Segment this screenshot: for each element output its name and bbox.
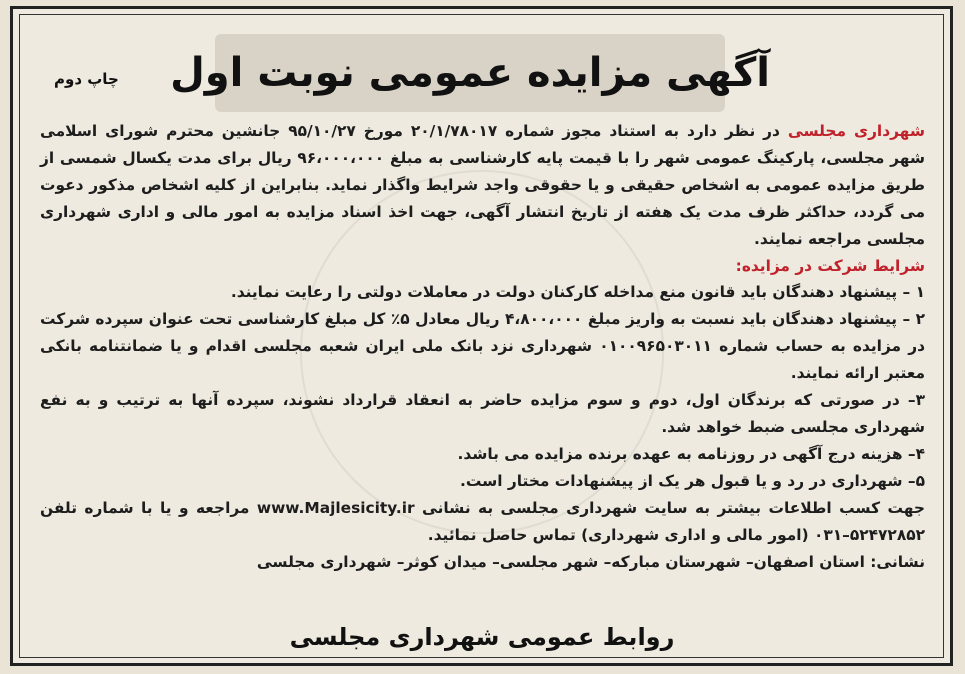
ad-title: آگهی مزایده عمومی نوبت اول	[170, 50, 770, 96]
condition-item: ۲ – پیشنهاد دهندگان باید نسبت به واریز مبلغ ۴،۸۰۰،۰۰۰ ریال معادل ۵٪ کل مبلغ کارشناسی تحت عنوان سپرده شرکت در مزایده به حساب شماره ۰۱۰۰۹۶۵۰۳۰۱۱ شهرداری نزد بانک ملی ایران شعبه مجلسی اقدام و یا ضمانتنامه بانکی معتبر ارائه نمایند.	[40, 310, 926, 383]
more-info-text: مراجعه و یا با شماره تلفن	[40, 498, 257, 517]
edition-label: چاپ دوم	[54, 70, 119, 88]
condition-item: ۵– شهرداری در رد و یا قبول هر یک از پیشنهادات مختار است.	[459, 471, 925, 490]
intro-paragraph	[40, 118, 925, 253]
title-banner	[170, 34, 770, 112]
condition-item: ۱ – پیشنهاد دهندگان باید قانون منع مداخله کارکنان دولت در معاملات دولتی را رعایت نمایند.	[230, 283, 925, 302]
ad-body	[40, 118, 925, 575]
address-line: نشانی: استان اصفهان– شهرستان مبارکه– شهر مجلسی– میدان کوثر– شهرداری مجلسی	[256, 552, 925, 571]
more-info-paragraph	[40, 495, 925, 549]
conditions-heading: شرایط شرکت در مزایده:	[735, 256, 925, 275]
phone-number: ۰۳۱–۵۲۴۷۲۸۵۲	[813, 525, 925, 544]
organization-name: شهرداری مجلسی	[787, 122, 925, 140]
condition-item: ۴– هزینه درج آگهی در روزنامه به عهده برنده مزایده می باشد.	[457, 444, 925, 463]
more-info-text: جهت کسب اطلاعات بیشتر به سایت شهرداری مجلسی به نشانی	[414, 498, 925, 517]
website-link[interactable]: www.Majlesicity.ir	[256, 498, 415, 517]
condition-item: ۳– در صورتی که برندگان اول، دوم و سوم مزایده حاضر به انعقاد قرارداد نشوند، سپرده آنها به ترتیب و به نفع شهرداری مجلسی ضبط خواهد شد.	[40, 391, 925, 436]
footer-signature: روابط عمومی شهرداری مجلسی	[289, 623, 675, 651]
more-info-text: (امور مالی و اداری شهرداری) تماس حاصل نمائید.	[427, 525, 814, 544]
intro-text: در نظر دارد به استناد مجوز شماره ۲۰/۱/۷۸۰۱۷ مورخ ۹۵/۱۰/۲۷ جانشین محترم شورای اسلامی شهر مجلسی، پارکینگ عمومی شهر را با قیمت پایه کارشناسی به مبلغ ۹۶،۰۰۰،۰۰۰ ریال برای مدت یکسال شمسی از طریق مزایده عمومی به اشخاص حقیقی و یا حقوقی واجد شرایط واگذار نماید. بنابراین از کلیه اشخاص مذکور دعوت می گردد، حداکثر ظرف مدت یک هفته از تاریخ انتشار آگهی، جهت اخذ اسناد مزایده به امور مالی و اداری شهرداری مجلسی مراجعه نمایند.	[40, 122, 925, 248]
